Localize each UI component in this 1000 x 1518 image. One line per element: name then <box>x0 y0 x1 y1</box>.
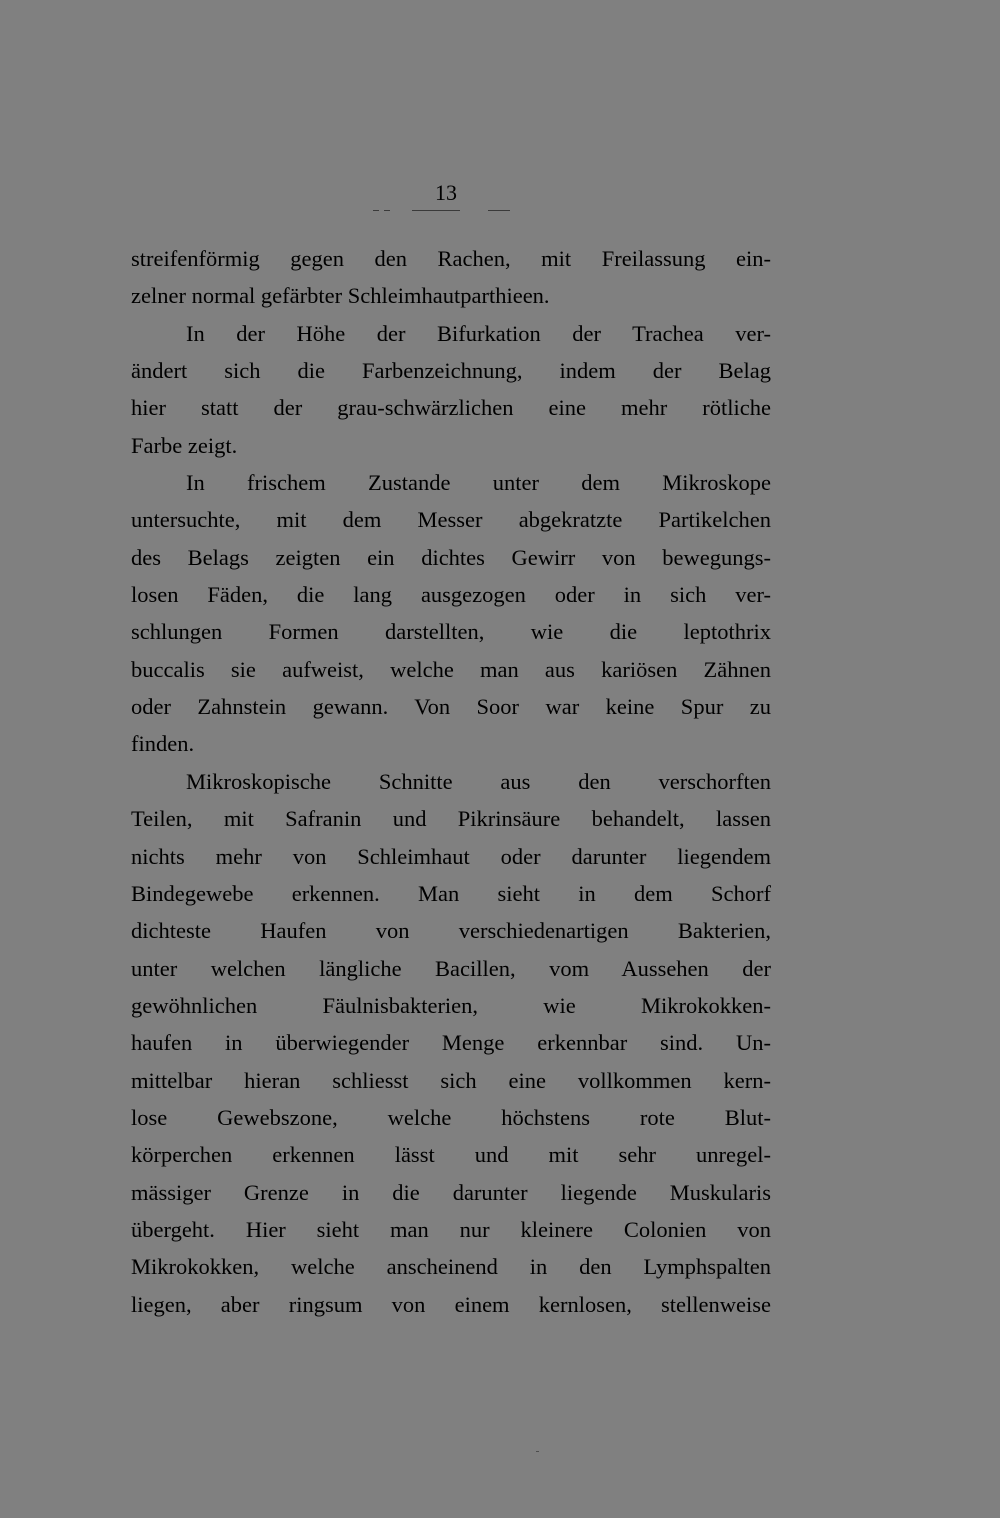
text-line: hier statt der grau-schwärzlichen eine mehr rötliche <box>131 395 771 421</box>
text-line: lose Gewebszone, welche höchstens rote Blut- <box>131 1104 771 1130</box>
text-line: des Belags zeigten ein dichtes Gewirr von bewegungs- <box>131 544 771 570</box>
text-line: Bindegewebe erkennen. Man sieht in dem Schorf <box>131 880 771 906</box>
text-line: haufen in überwiegender Menge erkennbar sind. Un- <box>131 1030 771 1056</box>
text-line: liegen, aber ringsum von einem kernlosen, stellenweise <box>131 1291 771 1317</box>
text-line: gewöhnlichen Fäulnisbakterien, wie Mikrokokken- <box>131 992 771 1018</box>
text-line: zelner normal gefärbter Schleimhautparthieen. <box>131 283 550 309</box>
scan-speck <box>536 1451 539 1452</box>
page-number: 13 <box>435 180 457 205</box>
header-rule <box>373 210 379 211</box>
text-line: Mikrokokken, welche anscheinend in den Lymphspalten <box>131 1254 771 1280</box>
text-line: ändert sich die Farbenzeichnung, indem der Belag <box>131 358 771 384</box>
text-line: finden. <box>131 731 195 757</box>
header-rule <box>412 210 460 211</box>
text-line: schlungen Formen darstellten, wie die leptothrix <box>131 619 771 645</box>
text-line: In frischem Zustande unter dem Mikroskope <box>186 470 771 496</box>
text-line: In der Höhe der Bifurkation der Trachea ver- <box>186 320 771 346</box>
text-line: nichts mehr von Schleimhaut oder darunter liegendem <box>131 843 771 869</box>
body-text <box>131 240 771 1323</box>
text-line: Mikroskopische Schnitte aus den verschorften <box>186 768 771 794</box>
header-rule <box>384 210 390 211</box>
text-line: untersuchte, mit dem Messer abgekratzte Partikelchen <box>131 507 771 533</box>
text-line: oder Zahnstein gewann. Von Soor war keine Spur zu <box>131 694 771 720</box>
text-line: übergeht. Hier sieht man nur kleinere Colonien von <box>131 1216 771 1242</box>
text-line: körperchen erkennen lässt und mit sehr unregel- <box>131 1142 771 1168</box>
text-line: buccalis sie aufweist, welche man aus kariösen Zähnen <box>131 656 771 682</box>
text-line: unter welchen längliche Bacillen, vom Aussehen der <box>131 955 771 981</box>
text-line: Farbe zeigt. <box>131 432 238 458</box>
text-line: dichteste Haufen von verschiedenartigen Bakterien, <box>131 918 771 944</box>
text-line: mässiger Grenze in die darunter liegende Muskularis <box>131 1179 771 1205</box>
text-line: losen Fäden, die lang ausgezogen oder in sich ver- <box>131 582 771 608</box>
text-line: mittelbar hieran schliesst sich eine vollkommen kern- <box>131 1067 771 1093</box>
text-line: streifenförmig gegen den Rachen, mit Freilassung ein- <box>131 246 771 271</box>
text-line: Teilen, mit Safranin und Pikrinsäure behandelt, lassen <box>131 806 771 832</box>
header-rule <box>488 210 510 211</box>
